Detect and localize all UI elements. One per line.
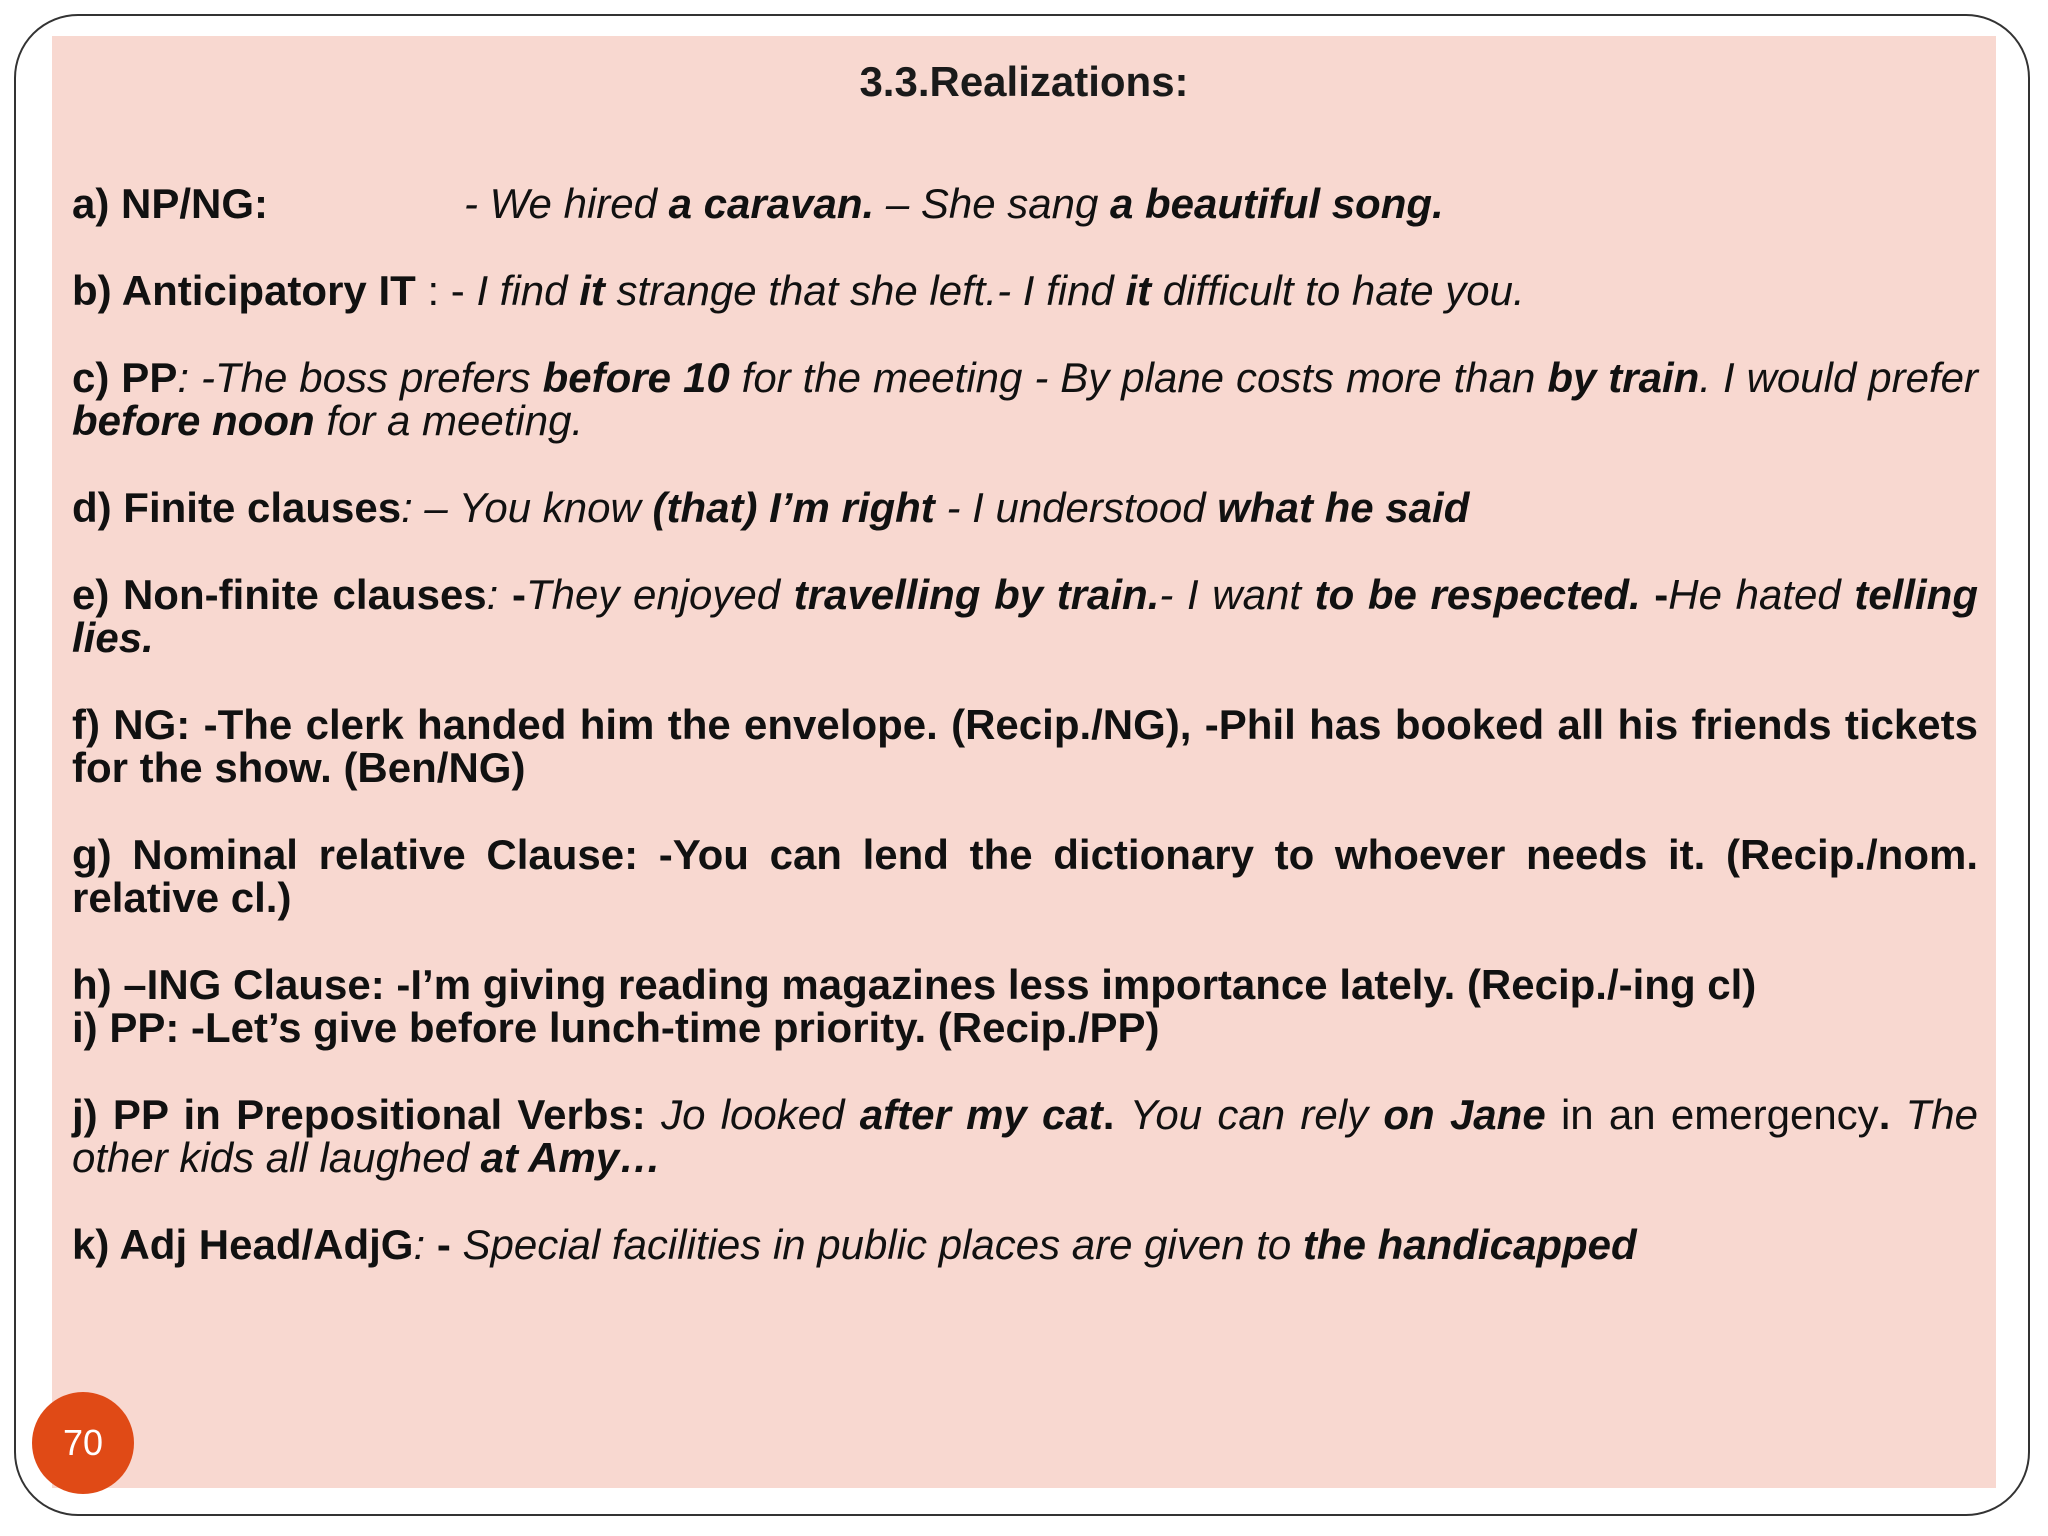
item-c-text-5: for a meeting. bbox=[314, 397, 584, 444]
item-c-text-2: for the meeting bbox=[729, 354, 1023, 401]
item-k-sep: : bbox=[413, 1221, 437, 1268]
item-b-emph-2: it bbox=[1125, 267, 1152, 314]
item-e-label: e) Non-finite clauses bbox=[72, 571, 487, 618]
item-e-emph-1: travelling by train. bbox=[793, 571, 1160, 618]
item-c-label: c) PP bbox=[72, 354, 178, 401]
item-d-finite-clauses bbox=[72, 486, 1978, 529]
item-k-dash: - bbox=[436, 1221, 463, 1268]
item-k-text-1: Special facilities in public places are given to bbox=[462, 1221, 1303, 1268]
item-a-np-ng bbox=[72, 182, 1978, 225]
item-e-emph-2: to be respected. bbox=[1314, 571, 1641, 618]
item-j-text-3: in an emergency bbox=[1545, 1091, 1879, 1138]
item-c-emph-3: before noon bbox=[72, 397, 315, 444]
realizations-list bbox=[72, 182, 1978, 1310]
item-i-pp: i) PP: -Let’s give before lunch-time priority. (Recip./PP) bbox=[72, 1004, 1160, 1051]
item-c-text-1: : -The boss prefers bbox=[177, 354, 543, 401]
item-k-emph-1: the handicapped bbox=[1302, 1221, 1637, 1268]
item-b-anticipatory-it bbox=[72, 269, 1978, 312]
item-c-emph-1: before 10 bbox=[542, 354, 730, 401]
item-e-text-2: - I want bbox=[1159, 571, 1315, 618]
item-e-emph-3: telling lies. bbox=[72, 571, 1978, 661]
item-c-text-4: . I would prefer bbox=[1699, 354, 1978, 401]
item-d-text-1: : – You know bbox=[401, 484, 653, 531]
item-k-label: k) Adj Head/AdjG bbox=[72, 1221, 414, 1268]
item-c-text-3: - By plane costs more than bbox=[1022, 354, 1548, 401]
item-e-dash-1: - bbox=[511, 571, 526, 618]
item-j-pp-prepositional-verbs bbox=[72, 1093, 1978, 1179]
item-e-sep: : bbox=[486, 571, 512, 618]
item-e-text-3: He hated bbox=[1668, 571, 1855, 618]
item-a-emph-2: a beautiful song. bbox=[1110, 180, 1444, 227]
item-a-text-1: - We hired bbox=[464, 180, 669, 227]
item-j-text-2: You can rely bbox=[1129, 1091, 1384, 1138]
item-f-ng: f) NG: -The clerk handed him the envelope. (Recip./NG), -Phil has booked all his friends tickets for the show. (Ben/NG) bbox=[72, 701, 1978, 791]
content-panel bbox=[52, 36, 1996, 1488]
item-e-dash-2: - bbox=[1640, 571, 1669, 618]
item-d-text-2: - I understood bbox=[934, 484, 1218, 531]
item-j-punct-1: . bbox=[1102, 1091, 1130, 1138]
item-c-emph-2: by train bbox=[1547, 354, 1700, 401]
item-j-emph-1: after my cat bbox=[859, 1091, 1103, 1138]
item-b-text-1: I find bbox=[476, 267, 580, 314]
item-g-nominal-relative-clause: g) Nominal relative Clause: -You can lend the dictionary to whoever needs it. (Recip./nom. relative cl.) bbox=[72, 831, 1978, 921]
slide-title: 3.3.Realizations: bbox=[859, 58, 1189, 105]
item-k-adj-head bbox=[72, 1223, 1978, 1266]
item-d-emph-2: what he said bbox=[1217, 484, 1470, 531]
item-j-punct-2: . bbox=[1878, 1091, 1906, 1138]
item-j-emph-2: on Jane bbox=[1383, 1091, 1546, 1138]
item-a-emph-1: a caravan. bbox=[668, 180, 875, 227]
item-j-text-4: The other kids all laughed bbox=[72, 1091, 1979, 1181]
item-b-label: b) Anticipatory IT bbox=[72, 267, 416, 314]
item-d-label: d) Finite clauses bbox=[72, 484, 402, 531]
item-c-pp bbox=[72, 356, 1978, 442]
page-number-badge: 70 bbox=[32, 1392, 134, 1494]
item-j-label: j) PP in Prepositional Verbs: bbox=[72, 1091, 646, 1138]
item-j-text-1: Jo looked bbox=[645, 1091, 860, 1138]
item-b-text-3: difficult to hate you. bbox=[1151, 267, 1525, 314]
item-b-text-2: strange that she left.- I find bbox=[604, 267, 1126, 314]
item-e-text-1: They enjoyed bbox=[525, 571, 794, 618]
item-b-sep: : - bbox=[415, 267, 477, 314]
item-b-emph-1: it bbox=[579, 267, 605, 314]
item-e-non-finite-clauses bbox=[72, 573, 1978, 659]
item-a-text-2: – She sang bbox=[874, 180, 1110, 227]
item-h-ing-clause: h) –ING Clause: -I’m giving reading magazines less importance lately. (Recip./-ing cl) bbox=[72, 961, 1757, 1008]
item-d-emph-1: (that) I’m right bbox=[652, 484, 935, 531]
item-j-emph-3: at Amy… bbox=[480, 1134, 662, 1181]
item-a-label: a) NP/NG: bbox=[72, 180, 269, 227]
